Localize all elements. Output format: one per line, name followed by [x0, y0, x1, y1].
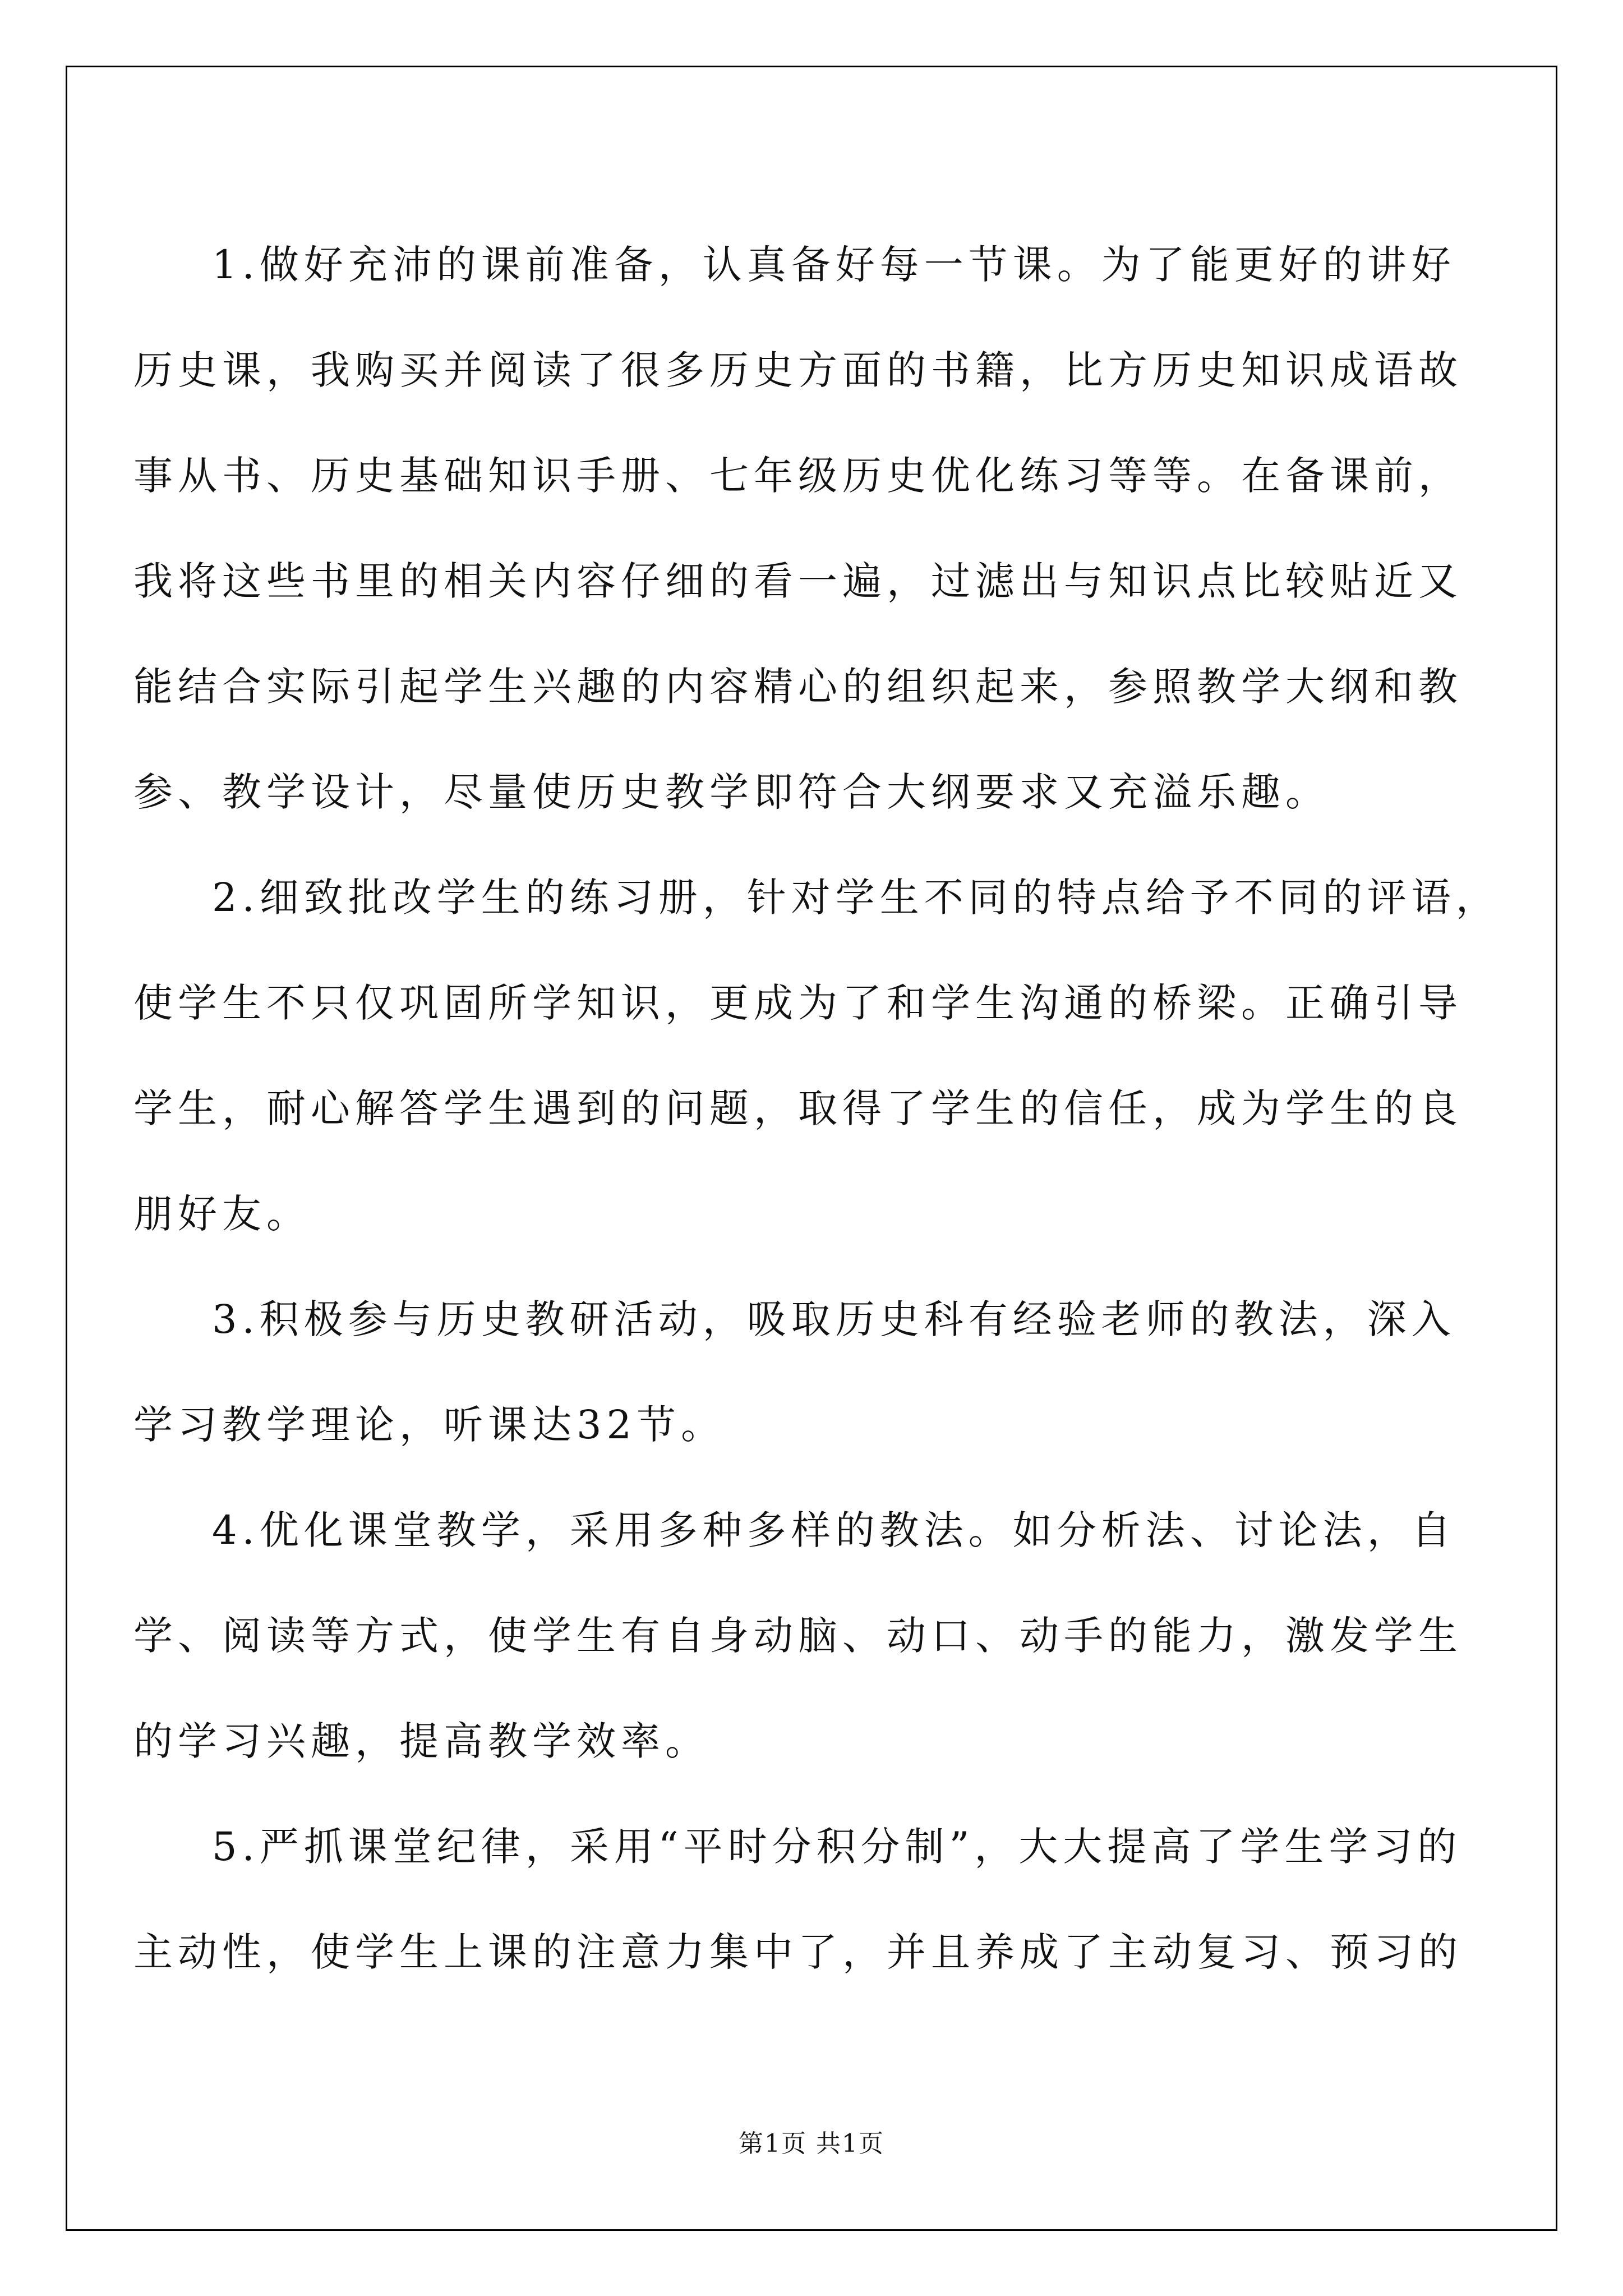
paragraph-line: 的学习兴趣，提高教学效率。: [133, 1718, 709, 1764]
paragraph-line: 我将这些书里的相关内容仔细的看一遍，过滤出与知识点比较贴近又: [133, 558, 1463, 604]
paragraph-4: [133, 1478, 1513, 1794]
paragraph-line: 主动性，使学生上课的注意力集中了，并且养成了主动复习、预习的: [133, 1929, 1463, 1975]
paragraph-line: 历史课，我购买并阅读了很多历史方面的书籍，比方历史知识成语故: [133, 347, 1463, 393]
document-body: [133, 212, 1513, 2005]
paragraph-line: 参、教学设计，尽量使历史教学即符合大纲要求又充溢乐趣。: [133, 769, 1330, 815]
paragraph-line: 学生，耐心解答学生遇到的问题，取得了学生的信任，成为学生的良: [133, 1085, 1463, 1131]
paragraph-line: 事从书、历史基础知识手册、七年级历史优化练习等等。在备课前，: [133, 453, 1463, 499]
paragraph-line: 学习教学理论，听课达32节。: [133, 1402, 726, 1448]
paragraph-2: [133, 845, 1513, 1267]
paragraph-line: 朋好友。: [133, 1191, 311, 1237]
paragraph-3: [133, 1267, 1513, 1478]
paragraph-line: 能结合实际引起学生兴趣的内容精心的组织起来，参照教学大纲和教: [133, 664, 1463, 710]
paragraph-1: [133, 212, 1513, 845]
paragraph-line: 2.细致批改学生的练习册，针对学生不同的特点给予不同的评语，: [212, 875, 1500, 921]
paragraph-line: 5.严抓课堂纪律，采用“平时分积分制”，大大提高了学生学习的: [212, 1824, 1462, 1870]
paragraph-line: 使学生不只仅巩固所学知识，更成为了和学生沟通的桥梁。正确引导: [133, 980, 1463, 1026]
paragraph-line: 1.做好充沛的课前准备，认真备好每一节课。为了能更好的讲好: [212, 242, 1456, 288]
paragraph-5: [133, 1794, 1513, 2005]
paragraph-line: 学、阅读等方式，使学生有自身动脑、动口、动手的能力，激发学生: [133, 1613, 1463, 1659]
paragraph-line: 4.优化课堂教学，采用多种多样的教法。如分析法、讨论法，自: [212, 1507, 1456, 1553]
paragraph-line: 3.积极参与历史教研活动，吸取历史科有经验老师的教法，深入: [212, 1296, 1456, 1342]
page-number-footer: 第1页 共1页: [739, 2129, 884, 2158]
